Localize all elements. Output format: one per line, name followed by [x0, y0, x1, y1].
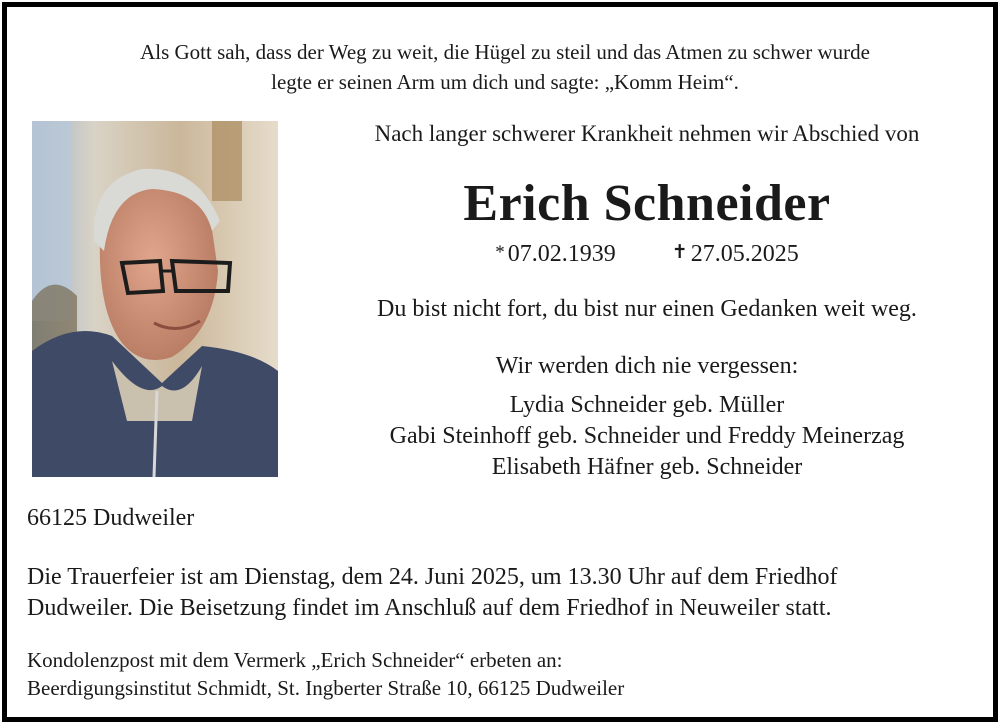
- death-date: 27.05.2025: [690, 241, 799, 267]
- opening-quote: [7, 37, 1000, 97]
- life-dates: [307, 237, 987, 270]
- place-text: 66125 Dudweiler: [27, 505, 195, 531]
- mourners-intro: Wir werden dich nie vergessen:: [495, 353, 799, 379]
- intro-text: Nach langer schwerer Krankheit nehmen wir Abschied von: [374, 121, 920, 146]
- obituary-frame: [2, 2, 998, 722]
- mourner-name: Gabi Steinhoff geb. Schneider und Freddy Meinerzag: [389, 423, 905, 449]
- quote-line-1: Als Gott sah, dass der Weg zu weit, die Hügel zu steil und das Atmen zu schwer wurde: [140, 40, 870, 64]
- condolence-line-2: Beerdigungsinstitut Schmidt, St. Ingberter Straße 10, 66125 Dudweiler: [27, 676, 625, 700]
- death-cross-icon: ✝: [671, 242, 688, 263]
- condolence-line-1: Kondolenzpost mit dem Vermerk „Erich Schneider“ erbeten an:: [27, 648, 563, 672]
- service-details: [27, 562, 987, 624]
- saying-text: Du bist nicht fort, du bist nur einen Gedanken weit weg.: [377, 296, 917, 322]
- birth-star-icon: *: [495, 242, 505, 263]
- quote-line-2: legte er seinen Arm um dich und sagte: „Komm Heim“.: [271, 70, 739, 94]
- condolence-details: [27, 646, 987, 702]
- service-line-2: Dudweiler. Die Beisetzung findet im Anschluß auf dem Friedhof in Neuweiler statt.: [27, 595, 832, 621]
- mourner-name: Elisabeth Häfner geb. Schneider: [491, 454, 803, 480]
- service-line-1: Die Trauerfeier ist am Dienstag, dem 24. Juni 2025, um 13.30 Uhr auf dem Friedhof: [27, 564, 838, 590]
- mourners-list: [307, 390, 987, 483]
- birth-date: 07.02.1939: [507, 241, 616, 267]
- portrait-photo: [32, 121, 278, 477]
- deceased-name: Erich Schneider: [463, 175, 831, 232]
- mourner-name: Lydia Schneider geb. Müller: [509, 392, 785, 418]
